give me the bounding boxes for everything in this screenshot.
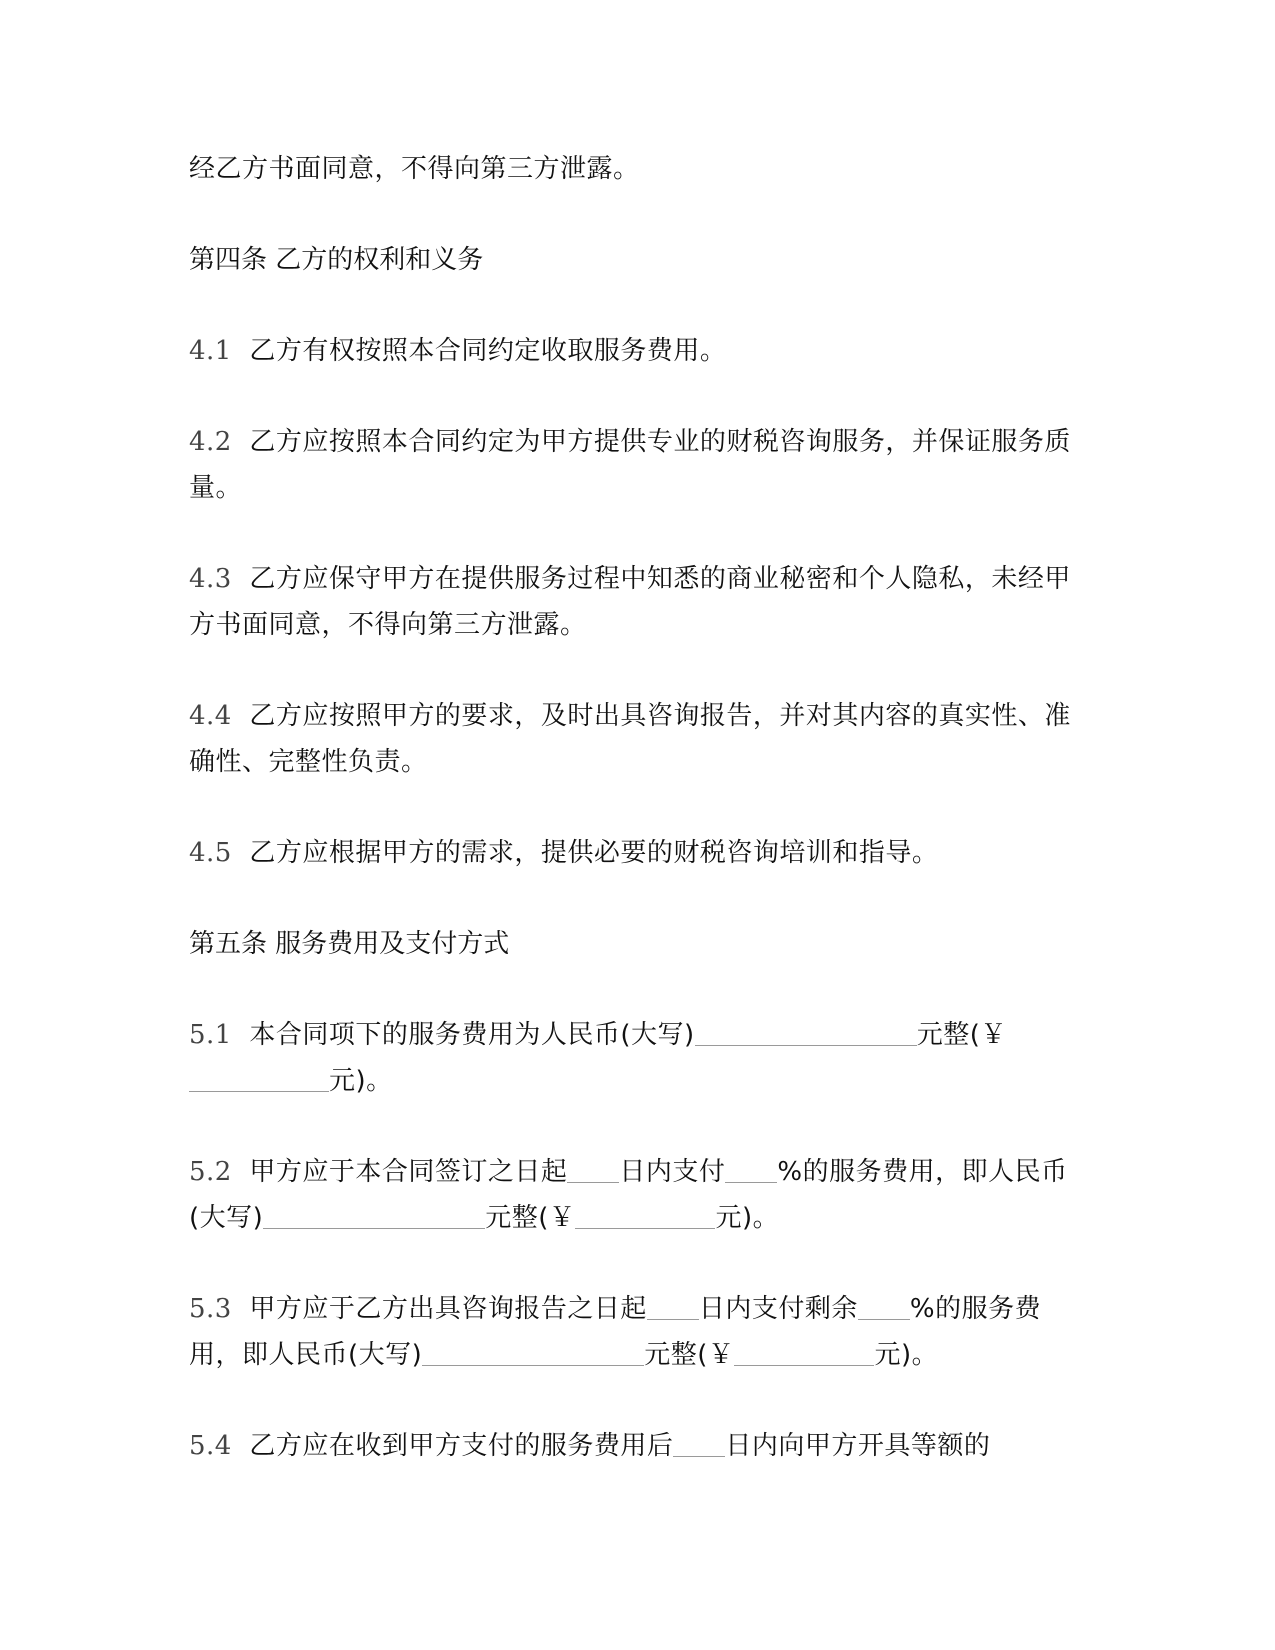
clause-5-2 <box>189 1149 1084 1241</box>
percent-blank[interactable] <box>725 1156 777 1183</box>
clause-text: 元整(￥ <box>485 1203 576 1233</box>
amount-words-blank[interactable] <box>695 1019 917 1046</box>
continued-paragraph <box>189 146 1084 192</box>
clause-text: 元)。 <box>874 1340 939 1370</box>
amount-words-blank[interactable] <box>263 1202 485 1229</box>
clause-number: 4.3 <box>189 564 232 594</box>
clause-number: 5.4 <box>189 1431 232 1461</box>
article-4-heading <box>189 237 1084 283</box>
clause-4-5 <box>189 830 1084 876</box>
clause-text: 日内向甲方开具等额的 <box>725 1431 991 1461</box>
clause-number: 4.5 <box>189 838 232 868</box>
clause-text: 元)。 <box>329 1066 393 1096</box>
clause-text: 乙方有权按照本合同约定收取服务费用。 <box>249 336 727 366</box>
percent-blank[interactable] <box>858 1293 910 1320</box>
days-blank[interactable] <box>673 1430 725 1457</box>
clause-text: 乙方应在收到甲方支付的服务费用后 <box>249 1431 674 1461</box>
clause-number: 4.1 <box>189 336 232 366</box>
clause-text: 甲方应于乙方出具咨询报告之日起 <box>249 1294 647 1324</box>
heading-text: 第五条 服务费用及支付方式 <box>189 929 510 959</box>
clause-text: 元整(￥ <box>916 1020 1007 1050</box>
days-blank[interactable] <box>567 1156 619 1183</box>
clause-text: 乙方应按照本合同约定为甲方提供专业的财税咨询服务，并保证服务质量。 <box>189 427 1071 503</box>
clause-5-3 <box>189 1286 1084 1378</box>
clause-number: 4.4 <box>189 701 232 731</box>
clause-text: 本合同项下的服务费用为人民币(大写) <box>249 1020 695 1050</box>
clause-text: 乙方应根据甲方的需求，提供必要的财税咨询培训和指导。 <box>249 838 939 868</box>
clause-number: 5.2 <box>189 1157 232 1187</box>
amount-number-blank[interactable] <box>575 1202 715 1229</box>
clause-4-3 <box>189 556 1084 648</box>
amount-number-blank[interactable] <box>189 1065 329 1092</box>
article-5-heading <box>189 921 1084 967</box>
paragraph-text: 经乙方书面同意，不得向第三方泄露。 <box>189 154 640 184</box>
clause-text: %的服务费用，即人民币(大写) <box>189 1294 1042 1370</box>
clause-5-4 <box>189 1423 1084 1469</box>
clause-text: 乙方应按照甲方的要求，及时出具咨询报告，并对其内容的真实性、准确性、完整性负责。 <box>189 701 1071 777</box>
amount-words-blank[interactable] <box>422 1339 644 1366</box>
clause-text: 日内支付 <box>619 1157 726 1187</box>
clause-text: 乙方应保守甲方在提供服务过程中知悉的商业秘密和个人隐私，未经甲方书面同意，不得向第三方泄露。 <box>189 564 1071 640</box>
clause-4-1 <box>189 328 1084 374</box>
days-blank[interactable] <box>647 1293 699 1320</box>
heading-text: 第四条 乙方的权利和义务 <box>189 245 484 275</box>
clause-number: 4.2 <box>189 427 232 457</box>
clause-5-1 <box>189 1012 1084 1104</box>
clause-number: 5.1 <box>189 1020 232 1050</box>
amount-number-blank[interactable] <box>734 1339 874 1366</box>
clause-4-2 <box>189 419 1084 511</box>
clause-text: 甲方应于本合同签订之日起 <box>249 1157 568 1187</box>
clause-text: 元整(￥ <box>644 1340 735 1370</box>
clause-text: 元)。 <box>715 1203 780 1233</box>
clause-text: 日内支付剩余 <box>698 1294 858 1324</box>
document-page <box>189 146 1084 1514</box>
clause-4-4 <box>189 693 1084 785</box>
clause-number: 5.3 <box>189 1294 232 1324</box>
clause-text: %的服务费用，即人民币(大写) <box>189 1157 1068 1233</box>
